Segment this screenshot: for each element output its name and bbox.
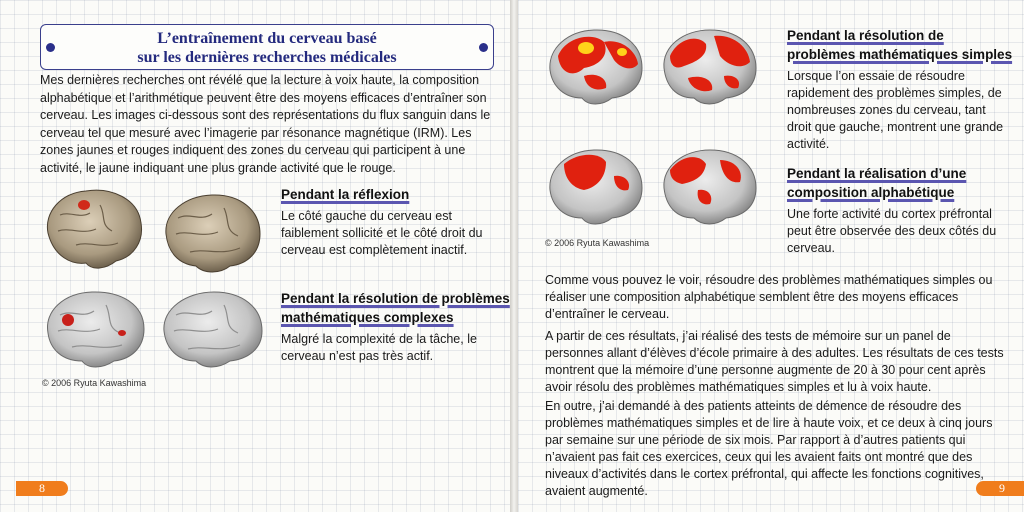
page-number: 8 (16, 481, 68, 496)
section-title-complex-math-1: Pendant la résolution de problèmes (281, 291, 510, 306)
section-title-composition-2: composition alphabétique (787, 185, 955, 200)
page-title (41, 29, 493, 67)
section-body-composition: Une forte activité du cortex préfrontal peut être observée des deux côtés du cerveau. (787, 207, 997, 255)
section-title-complex-math-2: mathématiques complexes (281, 310, 454, 325)
section-title-composition-1: Pendant la réalisation d’une (787, 166, 967, 181)
image-credit: © 2006 Ryuta Kawashima (42, 378, 147, 388)
section-body-simple-math: Lorsque l’on essaie de résoudre rapidement des problèmes simples, de nombreuses zones du cerveau, tant droit que gauche, montrent une grande activité. (787, 69, 1004, 151)
page-number: 9 (976, 481, 1024, 496)
brain-right-view-image (658, 26, 762, 108)
title-box (40, 24, 494, 70)
section-title-reflexion: Pendant la réflexion (281, 187, 410, 202)
memory-test-paragraph: A partir de ces résultats, j’ai réalisé des tests de mémoire sur un panel de personnes allant d’élèves d’école primaire à des adultes. Les résultats de ces tests montrent que la mémoire d’une personne augmente de 20 à 30 pour cent après avoir résolu des problèmes mathématiques simples et lu à voix haute. (545, 329, 1004, 394)
brain-right-view-image (158, 287, 268, 371)
brain-left-view-image (544, 146, 648, 228)
right-page (518, 0, 1024, 512)
brain-left-view-image (40, 185, 146, 273)
conclusion-paragraph: Comme vous pouvez le voir, résoudre des problèmes mathématiques simples ou réaliser une composition alphabétique semblent être des moyens efficaces d’entraîner le cerveau. (545, 273, 993, 321)
section-title-simple-math-2: problèmes mathématiques simples (787, 47, 1013, 62)
brain-left-view-image (40, 287, 150, 371)
brain-left-view-image (544, 26, 648, 108)
title-line-2: sur les dernières recherches médicales (137, 49, 397, 66)
section-body-reflexion: Le côté gauche du cerveau est faiblement sollicité et le côté droit du cerveau est complètement inactif. (281, 209, 483, 257)
brain-right-view-image (658, 146, 762, 228)
section-title-simple-math-1: Pendant la résolution de (787, 28, 944, 43)
section-body-complex-math: Malgré la complexité de la tâche, le cerveau n’est pas très actif. (281, 332, 477, 363)
brain-right-view-image (160, 190, 266, 278)
left-page (0, 0, 510, 512)
intro-paragraph: Mes dernières recherches ont révélé que la lecture à voix haute, la composition alphabétique et l’arithmétique peuvent être des moyens efficaces d’entraîner son cerveau. Les images ci-dessous sont des représentations du flux sanguin dans le cerveau tel que mesuré avec l’imagerie par résonance magnétique (IRM). Les zones jaunes et rouges indiquent des zones du cerveau qui participent à une activité, le jaune indiquant une plus grande activité que le rouge. (40, 73, 491, 175)
dementia-paragraph: En outre, j’ai demandé à des patients atteints de démence de résoudre des problèmes mathématiques simples et de lire à haute voix, et ce deux à cinq jours par semaine sur une période de six mois. Par rapport à d’autres patients qui n’avaient pas fait ces exercices, ceux qui les avaient faits ont montré que des niveaux d’activités dans le cortex préfrontal, qui affecte les fonctions cognitives, avaient augmenté. (545, 399, 993, 498)
title-line-1: L’entraînement du cerveau basé (157, 30, 377, 47)
book-gutter (510, 0, 518, 512)
image-credit: © 2006 Ryuta Kawashima (545, 238, 650, 248)
